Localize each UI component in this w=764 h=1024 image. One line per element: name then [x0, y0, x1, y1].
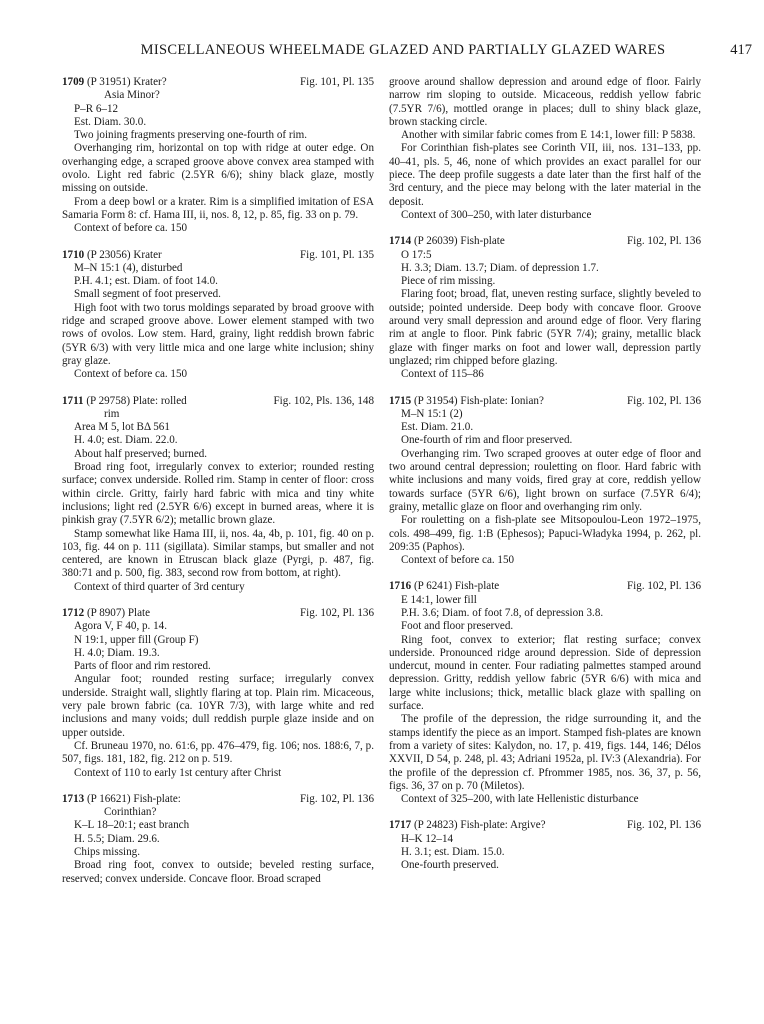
commentary: Cf. Bruneau 1970, no. 61:6, pp. 476–479, fig. 106; nos. 188:6, 7, p. 507, figs. 181, 182, fig. 212 on p. 519. [62, 739, 374, 766]
preservation: Two joining fragments preserving one-fourth of rim. [74, 129, 308, 142]
preservation: One-fourth of rim and floor preserved. [401, 434, 573, 447]
figure-reference: Fig. 102, Pl. 136 [627, 819, 701, 832]
preservation: Foot and floor preserved. [401, 620, 514, 633]
dimensions: Est. Diam. 30.0. [74, 115, 147, 128]
dimensions: Est. Diam. 21.0. [401, 421, 474, 434]
catalog-entry-1713 [62, 793, 374, 886]
catalog-entry-1709 [62, 76, 374, 236]
dimensions: H. 4.0; est. Diam. 22.0. [74, 434, 178, 447]
entry-heading: 1717 (P 24823) Fish-plate: Argive? Fig. 102, Pl. 136 [389, 819, 701, 832]
commentary: For Corinthian fish-plates see Corinth VII, iii, nos. 131–133, pp. 40–41, pls. 5, 46, none of which provides an exact parallel for our piece. The deep profile suggests a date later than the first half of the 3rd century, and the piece may belong with the later material in the deposit. [389, 142, 701, 208]
findspot: O 17:5 [401, 248, 432, 261]
dimensions: H. 4.0; Diam. 19.3. [74, 646, 160, 659]
findspot: Area M 5, lot BΔ 561 [74, 421, 170, 434]
findspot: M–N 15:1 (2) [401, 407, 463, 420]
dimensions: P.H. 4.1; est. Diam. of foot 14.0. [74, 275, 218, 288]
context-date: Context of 115–86 [401, 368, 484, 381]
context-date: Context of 325–200, with late Hellenistic disturbance [401, 793, 639, 806]
context-date: Context of before ca. 150 [74, 368, 188, 381]
figure-reference: Fig. 102, Pl. 136 [627, 394, 701, 407]
findspot: M–N 15:1 (4), disturbed [74, 261, 183, 274]
entry-heading-continued: Asia Minor? [104, 89, 160, 102]
catalog-entry-1710 [62, 249, 374, 382]
description: Overhanging rim. Two scraped grooves at outer edge of floor and two around central depression; rouletting on floor. Hard fabric with white inclusions and many voids, fired gray at core, reddish yellow towards surface (5YR 6/6), light brown on surface (7.5YR 6/4); grainy, metallic glaze on floor and overhanging rim only. [389, 447, 701, 513]
description: Angular foot; rounded resting surface; irregularly convex underside. Straight wall, slightly flaring at top. Plain rim. Micaceous, very pale brown fabric (ca. 10YR 7/3), with large white and red inclusions and many voids; dull reddish purple glaze inside and on upper outside. [62, 673, 374, 739]
description: Ring foot, convex to exterior; flat resting surface; convex underside. Pronounced ridge around depression. Side of depression undercut, mound in center. Four radiating palmettes stamped around depression. Gritty, reddish yellow fabric (5YR 6/6) with mica and large white inclusions; thick, metallic black glaze with spalling on surface. [389, 633, 701, 713]
description-continued: groove around shallow depression and around edge of floor. Fairly narrow rim sloping to outside. Micaceous, reddish yellow fabric (7.5YR 7/6), mottled orange in places; dull to shiny black glaze, brown stacking circle. [389, 76, 701, 128]
entry-heading: 1710 (P 23056) Krater Fig. 101, Pl. 135 [62, 248, 374, 261]
dimensions: H. 5.5; Diam. 29.6. [74, 832, 160, 845]
commentary: The profile of the depression, the ridge surrounding it, and the stamps identify the piece as an import. Stamped fish-plates are known from a variety of sites: Kalydon, no. 17, p. 419, figs. 144, 146; Délos XXVII, D 54, p. 248, pl. 43; Adriani 1952a, pl. IV:3 (Alexandria). For the profile of the depression cf. Pfrommer 1985, nos. 36, 37, p. 56, figs. 36, 37 on p. 70 (Miletos). [389, 713, 701, 792]
context-date: Context of before ca. 150 [401, 554, 515, 567]
preservation: Piece of rim missing. [401, 275, 496, 288]
entry-heading: 1716 (P 6241) Fish-plate Fig. 102, Pl. 136 [389, 580, 701, 593]
preservation: One-fourth preserved. [401, 859, 499, 872]
preservation: Small segment of foot preserved. [74, 288, 221, 301]
entry-heading: 1714 (P 26039) Fish-plate Fig. 102, Pl. 136 [389, 235, 701, 248]
dimensions: H. 3.1; est. Diam. 15.0. [401, 846, 505, 859]
running-title: MISCELLANEOUS WHEELMADE GLAZED AND PARTIALLY GLAZED WARES [140, 42, 666, 58]
commentary: For rouletting on a fish-plate see Mitsopoulou-Leon 1972–1975, cols. 498–499, fig. 1:B (Ephesos); Papuci-Władyka 1994, p. 262, pl. 209:35 (Paphos). [389, 514, 701, 553]
right-column [389, 76, 701, 873]
context-date: Context of 300–250, with later disturbance [401, 208, 592, 221]
entry-heading: 1709 (P 31951) Krater? Fig. 101, Pl. 135 [62, 76, 374, 88]
figure-reference: Fig. 101, Pl. 135 [300, 76, 374, 88]
context-date: Context of 110 to early 1st century after Christ [74, 766, 282, 779]
findspot: H–K 12–14 [401, 832, 454, 845]
running-header [108, 42, 752, 64]
catalog-entry-1711 [62, 395, 374, 594]
commentary: From a deep bowl or a krater. Rim is a simplified imitation of ESA Samaria Form 8: cf. Hama III, ii, nos. 8, 12, p. 85, fig. 33 on p. 79. [62, 195, 374, 221]
entry-heading: 1713 (P 16621) Fish-plate: Fig. 102, Pl. 136 [62, 792, 374, 805]
publication-reference: Agora V, F 40, p. 14. [74, 620, 167, 633]
findspot: E 14:1, lower fill [401, 593, 477, 606]
figure-reference: Fig. 102, Pls. 136, 148 [273, 394, 374, 407]
context-date: Context of third quarter of 3rd century [74, 580, 245, 593]
figure-reference: Fig. 102, Pl. 136 [627, 580, 701, 593]
figure-reference: Fig. 102, Pl. 136 [627, 235, 701, 248]
findspot: K–L 18–20:1; east branch [74, 819, 190, 832]
catalog-entry-1713-continued [389, 76, 701, 222]
dimensions: H. 3.3; Diam. 13.7; Diam. of depression 1.7. [401, 261, 599, 274]
catalog-entry-1715 [389, 395, 701, 568]
findspot: N 19:1, upper fill (Group F) [74, 633, 199, 646]
dimensions: P.H. 3.6; Diam. of foot 7.8, of depression 3.8. [401, 606, 604, 619]
entry-heading: 1715 (P 31954) Fish-plate: Ionian? Fig. 102, Pl. 136 [389, 394, 701, 407]
description: Overhanging rim, horizontal on top with ridge at outer edge. On overhanging edge, a scraped groove above convex area stamped with ovolo. Light red fabric (2.5YR 6/6); shiny black glaze, mostly missing on outside. [62, 142, 374, 195]
entry-heading-continued: rim [104, 407, 120, 420]
preservation: Chips missing. [74, 846, 140, 859]
commentary: Another with similar fabric comes from E 14:1, lower fill: P 5838. [401, 129, 696, 142]
figure-reference: Fig. 102, Pl. 136 [300, 606, 374, 619]
context-date: Context of before ca. 150 [74, 222, 188, 235]
entry-heading-continued: Corinthian? [104, 806, 157, 819]
entry-heading: 1711 (P 29758) Plate: rolled Fig. 102, Pls. 136, 148 [62, 394, 374, 407]
catalog-entry-1717 [389, 819, 701, 872]
page-number: 417 [730, 42, 752, 58]
commentary: Stamp somewhat like Hama III, ii, nos. 4a, 4b, p. 101, fig. 40 on p. 103, fig. 44 on p. 111 (sigillata). Similar stamps, but smaller and not centered, are known in Etruscan black glaze (Pyrgi, p. 487, fig. 380:71 and p. 500, fig. 383, second row from bottom, at right). [62, 527, 374, 580]
description: Broad ring foot, convex to outside; beveled resting surface, reserved; convex underside. Concave floor. Broad scraped [62, 859, 374, 885]
description: High foot with two torus moldings separated by broad groove with ridge and scraped groove above. Lower element stamped with two rows of ovolos. Low stem. Hard, grainy, light reddish brown fabric (5YR 6/3) with very little mica and one large white inclusion; shiny gray glaze. [62, 301, 374, 367]
description: Flaring foot; broad, flat, uneven resting surface, slightly beveled to outside; pointed underside. Deep body with concave floor. Groove around very small depression and around edge of floor. Very flaring rim at angle to floor. Pink fabric (5YR 7/4); grainy, metallic black glaze with finger marks on foot and lower wall, depression partly unglazed; rim chipped before glazing. [389, 288, 701, 367]
description: Broad ring foot, irregularly convex to exterior; rounded resting surface; convex underside. Rolled rim. Stamp in center of floor: cross within circle. Gritty, fairly hard fabric with mica and tiny white inclusions; light red (2.5YR 6/6) except in burned areas, where it is pinkish gray (7.5YR 6/2); metallic brown glaze. [62, 461, 374, 527]
catalog-entry-1716 [389, 580, 701, 806]
findspot: P–R 6–12 [74, 102, 119, 115]
figure-reference: Fig. 101, Pl. 135 [300, 248, 374, 261]
preservation: About half preserved; burned. [74, 447, 208, 460]
catalog-entry-1712 [62, 607, 374, 780]
entry-heading: 1712 (P 8907) Plate Fig. 102, Pl. 136 [62, 606, 374, 619]
figure-reference: Fig. 102, Pl. 136 [300, 792, 374, 805]
preservation: Parts of floor and rim restored. [74, 660, 211, 673]
left-column [62, 76, 374, 886]
catalog-entry-1714 [389, 235, 701, 381]
